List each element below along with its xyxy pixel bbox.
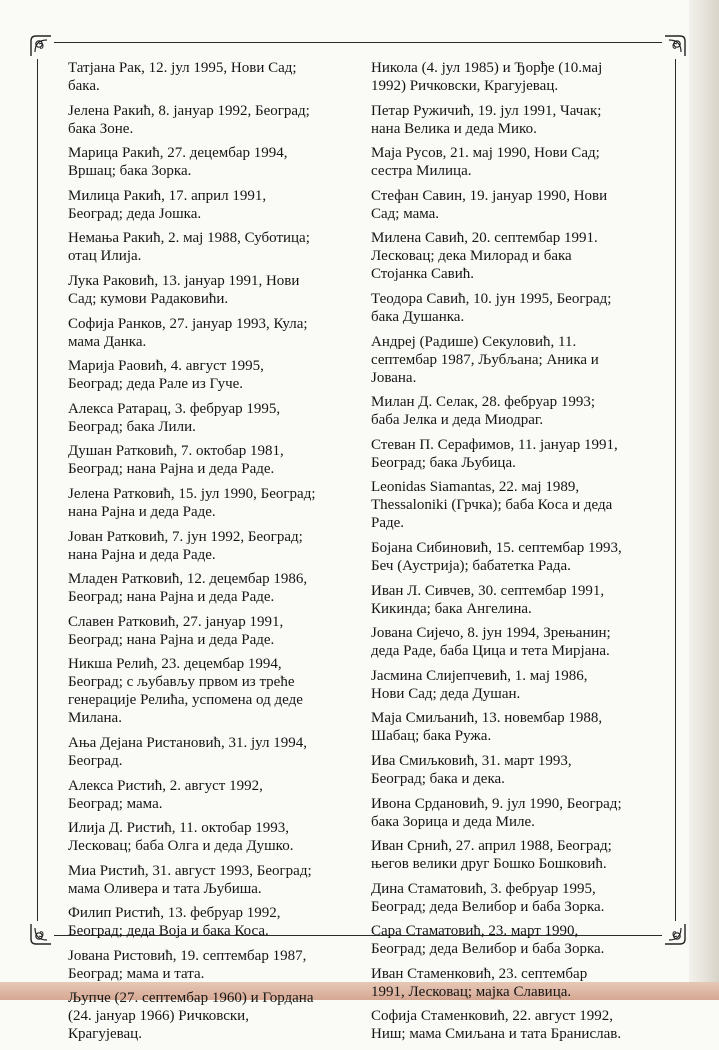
entry-text: Јелена Ратковић, 15. јул 1990, Београд; нана Рајна и деда Раде. <box>68 485 316 520</box>
entry-text: Алекса Ристић, 2. август 1992, Београд; мама. <box>68 777 263 812</box>
entry-text: Иван Срнић, 27. април 1988, Београд; његов велики друг Бошко Бошковић. <box>371 838 612 873</box>
entry-text: Јасмина Слијепчевић, 1. мај 1986, Нови Сад; деда Душан. <box>371 667 588 702</box>
left-column <box>68 59 358 1050</box>
entry-text: Татјана Рак, 12. јул 1995, Нови Сад; бака. <box>68 60 297 94</box>
entry-text: Јелена Ракић, 8. јануар 1992, Београд; бака Зоне. <box>68 102 310 137</box>
entry-text: Сара Стаматовић, 23. март 1990, Београд; деда Велибор и баба Зорка. <box>371 923 605 958</box>
entry-text: Љупче (27. септембар 1960) и Гордана (24. јануар 1966) Ричковски, Крагујевац. <box>68 990 314 1043</box>
entry-text: Дина Стаматовић, 3. фебруар 1995, Београд; деда Велибор и баба Зорка. <box>371 880 605 915</box>
entry-text: Душан Ратковић, 7. октобар 1981, Београд; нана Рајна и деда Раде. <box>68 443 284 478</box>
corner-ornament-icon <box>662 921 688 947</box>
corner-ornament-icon <box>28 33 54 59</box>
entry-text: Младен Ратковић, 12. децембар 1986, Београд; нана Рајна и деда Раде. <box>68 571 308 606</box>
entry-text: Петар Ружичић, 19. јул 1991, Чачак; нана Велика и деда Мико. <box>371 102 602 137</box>
entry-text: Маја Русов, 21. мај 1990, Нови Сад; сестра Милица. <box>371 145 600 180</box>
entry-text: Никола (4. јул 1985) и Ђорђе (10.мај 1992) Ричковски, Крагујевац. <box>371 60 603 94</box>
entry-text: Марица Ракић, 27. децембар 1994, Вршац; бака Зорка. <box>68 145 288 180</box>
entry-text: Бојана Сибиновић, 15. септембар 1993, Беч (Аустрија); бабатетка Рада. <box>371 539 622 574</box>
right-column <box>371 59 659 1050</box>
entry-text: Ива Смиљковић, 31. март 1993, Београд; бака и дека. <box>371 752 572 787</box>
entry-text: Стефан Савин, 19. јануар 1990, Нови Сад; мама. <box>371 187 608 222</box>
entry-text: Leonidas Siamantas, 22. мај 1989, Thessaloniki (Грчка); баба Коса и деда Раде. <box>371 479 613 532</box>
entry-text: Алекса Ратарац, 3. фебруар 1995, Београд; бака Лили. <box>68 400 281 435</box>
entry-text: Јована Ристовић, 19. септембар 1987, Београд; мама и тата. <box>68 947 307 982</box>
entry-text: Маја Смиљанић, 13. новембар 1988, Шабац; бака Ружа. <box>371 710 603 745</box>
entry-text: Ивона Срдановић, 9. јул 1990, Београд; бака Зорица и деда Миле. <box>371 795 622 830</box>
entry-text: Јован Ратковић, 7. јун 1992, Београд; нана Рајна и деда Раде. <box>68 528 303 563</box>
entry-text: Милена Савић, 20. септембар 1991. Лесковац; дека Милорад и бака Стојанка Савић. <box>371 230 598 283</box>
entry-text: Милан Д. Селак, 28. фебруар 1993; баба Јелка и деда Миодраг. <box>371 394 595 429</box>
entry-text: Стеван П. Серафимов, 11. јануар 1991, Београд; бака Љубица. <box>371 436 618 471</box>
entry-text: Андреј (Радише) Секуловић, 11. септембар 1987, Љубљана; Аника и Јована. <box>371 333 599 386</box>
corner-ornament-icon <box>662 33 688 59</box>
entry-text: Софија Стаменковић, 22. август 1992, Ниш; мама Смиљана и тата Бранислав. <box>371 1008 622 1043</box>
entry-text: Софија Ранков, 27. јануар 1993, Кула; мама Данка. <box>68 315 308 350</box>
entry-text: Марија Раовић, 4. август 1995, Београд; деда Рале из Гуче. <box>68 358 264 393</box>
entry-text: Славен Ратковић, 27. јануар 1991, Београд; нана Рајна и деда Раде. <box>68 613 284 648</box>
entry-text: Илија Д. Ристић, 11. октобар 1993, Лесковац; баба Олга и деда Душко. <box>68 820 294 855</box>
corner-ornament-icon <box>28 921 54 947</box>
entry-text: Миа Ристић, 31. август 1993, Београд; мама Оливера и тата Љубиша. <box>68 862 312 897</box>
entry-text: Ања Дејана Ристановић, 31. јул 1994, Београд. <box>68 734 307 769</box>
entry-text: Лука Раковић, 13. јануар 1991, Нови Сад; кумови Радаковићи. <box>68 272 300 307</box>
entry-text: Никша Релић, 23. децембар 1994, Београд; с љубављу првом из треће генерације Релића, успомена од деде Милана. <box>68 656 303 727</box>
page-edge-shadow <box>689 0 719 1000</box>
entry-text: Јована Сијечо, 8. јун 1994, Зрењанин; деда Раде, баба Цица и тета Мирјана. <box>371 625 611 660</box>
entry-text: Филип Ристић, 13. фебруар 1992, Београд; деда Воја и бака Коса. <box>68 905 281 940</box>
entry-text: Иван Л. Сивчев, 30. септембар 1991, Кикинда; бака Ангелина. <box>371 582 605 617</box>
entry-text: Милица Ракић, 17. април 1991, Београд; деда Јошка. <box>68 187 267 222</box>
entry-text: Немања Ракић, 2. мај 1988, Суботица; отац Илија. <box>68 230 310 265</box>
entry-text: Теодора Савић, 10. јун 1995, Београд; бака Душанка. <box>371 290 612 325</box>
entry-text: Иван Стаменковић, 23. септембар 1991, Лесковац; мајка Славица. <box>371 965 588 1000</box>
